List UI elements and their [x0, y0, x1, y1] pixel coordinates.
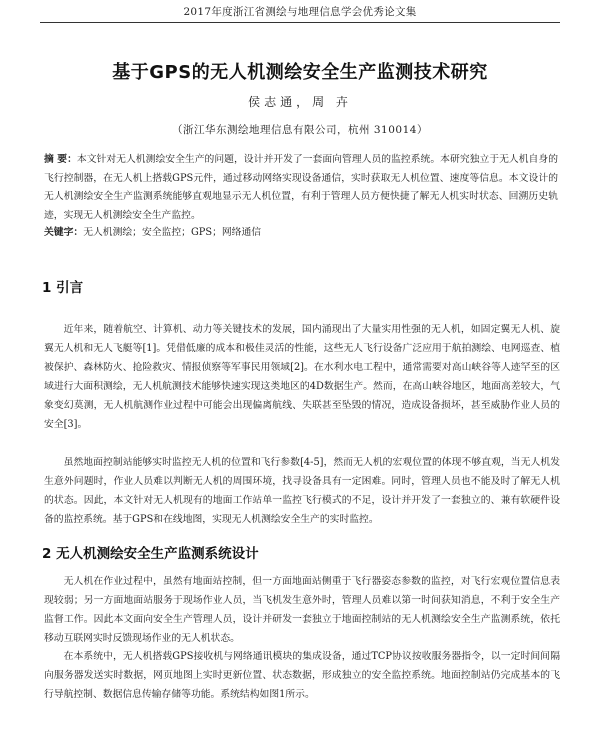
- paper-title: 基于GPS的无人机测绘安全生产监测技术研究: [112, 62, 488, 83]
- keywords-label: 关键字：: [44, 227, 84, 238]
- section-heading-introduction: 1 引言: [42, 280, 84, 296]
- paragraph: 无人机在作业过程中，虽然有地面站控制，但一方面地面站侧重于飞行器姿态参数的监控，对飞行宏观位置信息表现较弱；另一方面地面站服务于现场作业人员，当飞机发生意外时，管理人员难以第一时间获知消息，不利于安全生产监督工作。因此本文面向安全生产管理人员，设计并研发一套独立于地面控制站的无人机测绘安全生产监测系统，依托移动互联网实时反馈现场作业的无人机状态。: [44, 576, 560, 644]
- section-heading-system-design: 2 无人机测绘安全生产监测系统设计: [42, 546, 259, 562]
- paragraph: 虽然地面控制站能够实时监控无人机的位置和飞行参数[4-5]，然而无人机的宏观位置的体现不够直观，当无人机发生意外问题时，作业人员难以判断无人机的周围环境，找寻设备具有一定困难。同时，管理人员也不能及时了解无人机的状态。因此，本文针对无人机现有的地面工作站单一监控飞行模式的不足，设计并开发了一套独立的、兼有软硬件设备的监控系统。基于GPS和在线地图，实现无人机测绘安全生产的实时监控。: [44, 457, 560, 525]
- abstract-label: 摘 要：: [44, 154, 77, 165]
- keywords: [44, 224, 558, 242]
- abstract: [44, 151, 558, 225]
- running-header: 2017年度浙江省测绘与地理信息学会优秀论文集: [40, 4, 560, 23]
- abstract-text: 本文针对无人机测绘安全生产的问题，设计并开发了一套面向管理人员的监控系统。本研究独立于无人机自身的飞行控制器，在无人机上搭载GPS元件，通过移动网络实现设备通信，实时获取无人机位置、速度等信息。本文设计的无人机测绘安全生产监测系统能够直观地显示无人机位置，有利于管理人员方便快捷了解无人机实时状态、回溯历史轨迹，实现无人机测绘安全生产监控。: [44, 154, 558, 221]
- keywords-text: 无人机测绘；安全监控；GPS；网络通信: [83, 227, 262, 238]
- paper-authors: 侯志通，周 卉: [248, 95, 352, 109]
- paragraph: 近年来，随着航空、计算机、动力等关键技术的发展，国内涌现出了大量实用性强的无人机，如固定翼无人机、旋翼无人机和无人飞艇等[1]。凭借低廉的成本和极佳灵活的性能，这些无人飞行设备广泛应用于航拍测绘、电网巡查、植被保护、森林防火、抢险救灾、情报侦察等军事民用领域[2]。在水利水电工程中，通常需要对高山峡谷等人迹罕至的区域进行大面积测绘，无人机航测技术能够快速实现这类地区的4D数据生产。然而，在高山峡谷地区，地面高差较大，气象变幻莫测，无人机航测作业过程中可能会出现偏离航线、失联甚至坠毁的情况，造成设备损坏，甚至威胁作业人员的安全[3]。: [44, 324, 560, 430]
- paper-affiliation: （浙江华东测绘地理信息有限公司，杭州 310014）: [172, 124, 428, 136]
- paragraph: 在本系统中，无人机搭载GPS接收机与网络通讯模块的集成设备，通过TCP协议按收服务器指令，以一定时间间隔向服务器发送实时数据，网页地图上实时更新位置、状态数据，形成独立的安全监控系统。地面控制站仍完成基本的飞行导航控制、数据信息传输存储等功能。系统结构如图1所示。: [44, 651, 560, 700]
